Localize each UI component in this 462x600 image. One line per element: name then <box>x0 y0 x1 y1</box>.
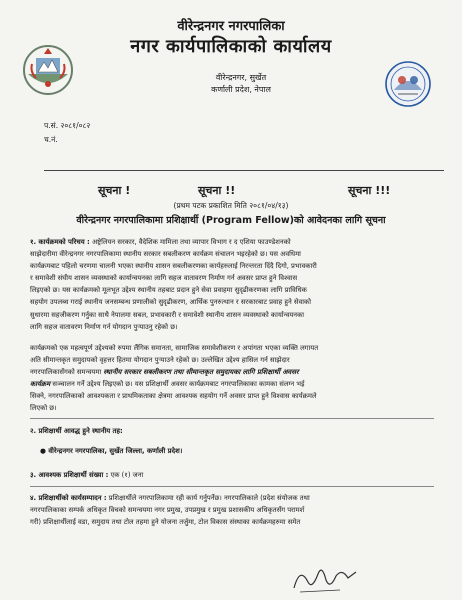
intro-line-6: सहयोग उपलब्ध गराई स्थानीय जनसम्बन्ध प्रणालीको सुदृढीकरण, आर्थिक पुनरुत्थान र सरकारबाट प्रवाह हुने सेवाको <box>30 298 312 307</box>
notice-word-1: सूचना ! <box>98 184 131 197</box>
objective-line-6: लिएको छ। <box>30 404 57 413</box>
objective-line-2: अति सीमान्तकृत समुदायको वृहत्तर हितमा योगदान पुऱ्याउने रहेको छ। उल्लेखित उद्देश्य हासिल गर्न साझेदार <box>30 356 290 365</box>
handwritten-signature <box>290 560 360 600</box>
fiscal-year-ref: प.सं. २०८१/०८२ <box>44 121 91 130</box>
address-province: कर्णाली प्रदेश, नेपाल <box>211 85 271 94</box>
intro-line-3: कार्यक्रमबाट पहिलो चरणमा चालनी भएका स्थानीय शासन सबलीकरणका कार्यहरुलाई निरन्तरता दिंदै दिगो, प्रभावकारी <box>30 262 317 271</box>
address-city: वीरेन्द्रनगर, सुर्खेत <box>215 73 267 82</box>
section-fellow-count: ३. आवश्यक प्रशिक्षार्थी संख्या : एक (१) जना <box>30 471 144 479</box>
performance-line-1: ४. प्रशिक्षार्थीको कार्यसम्पादन : प्रशिक्षार्थीले नगरपालिकामा रही कार्य गर्नुपर्नेछ। नगरपालिकाले (प्रदेश संयोजक तथा <box>30 494 310 502</box>
performance-line-3: गरी) प्रशिक्षार्थीलाई वडा, समुदाय तथा टोल तहमा हुने योजना तर्जुमा, टोल विकास संस्थाका कार्यक्रमहरुमा समेत <box>30 518 301 527</box>
notice-subject: वीरेन्द्रनगर नगरपालिकामा प्रशिक्षार्थी (Program Fellow)को आवेदनका लागि सूचना <box>76 215 386 226</box>
municipality-name: वीरेन्द्रनगर नगरपालिका <box>177 19 285 34</box>
objective-line-1: कार्यक्रमको एक महत्वपूर्ण उद्देश्यको रुपमा लैंगिक समानता, सामाजिक समावेशीकरण र अपांगता भएका व्यक्ति लगायत <box>30 344 319 352</box>
performance-line-2: नगरपालिकाका सम्पर्क अधिकृत विचको समन्वयमा नगर प्रमुख, उपप्रमुख र प्रमुख प्रशासकीय अधिकृतसँग परामर्श <box>30 506 305 515</box>
intro-line-2: साझेदारीमा वीरेन्द्रनगर नगरपालिकामा स्थानीय सरकार सबलीकरण कार्यक्रम संचालन भइरहेको छ। यस अवधिमा <box>30 250 301 259</box>
program-name: स्थानीय सरकार सबलीकरण तथा सीमान्तकृत समुदायका लागि प्रशिक्षार्थी अवसर <box>103 368 299 377</box>
objective-line-3: नगरपालिकासँगको समन्वयमा स्थानीय सरकार सबलीकरण तथा सीमान्तकृत समुदायका लागि प्रशिक्षार्थी अवसर <box>30 368 299 377</box>
notice-word-2: सूचना !! <box>198 184 236 197</box>
intro-line-4: र समावेशी संघीय शासन व्यवस्थाको कार्यान्वयनका लागि सहज वातावरण निर्माण गर्न अवसर प्राप्त हुने विश्वास <box>30 274 298 283</box>
published-date: (प्रथम पटक प्रकाशित मिति २०८१/०४/१३) <box>173 201 289 210</box>
intro-line-5: लिइएको छ। यस कार्यक्रमको मूलभूत उद्देश्य स्थानीय तहबाट प्रदान हुने सेवा प्रवाहमा सुदृढीकरणका लागि प्राविधिक <box>30 286 307 295</box>
section-heading: १. कार्यक्रमको परिचय : <box>30 238 90 246</box>
intro-line-1: १. कार्यक्रमको परिचय : अष्ट्रेलियन सरकार, वैदेशिक मामिला तथा व्यापार विभाग र द एशिया फाउण्डेशनको <box>30 238 291 246</box>
objective-line-4: कार्यक्रम सञ्चालन गर्ने उद्देश्य लिइएको छ। यस प्रशिक्षार्थी अवसर कार्यक्रमबाट नगरपालिकाका कामका संलग्न भई <box>30 380 305 389</box>
header-divider <box>44 170 444 171</box>
section-local-level-heading: २. प्रशिक्षार्थी आवद्ध हुने स्थानीय तह: <box>30 427 123 435</box>
intro-line-7: सुधारमा सहजीकरण गर्नुका साथै नेपालमा सबल, प्रभावकारी र समावेशी स्थानीय शासन व्यवस्थाको कार्यान्वयनका <box>30 310 305 319</box>
section-introduction <box>30 236 434 333</box>
notice-word-3: सूचना !!! <box>348 184 391 197</box>
section-objective <box>30 342 434 415</box>
section-divider-2 <box>30 486 434 487</box>
fellow-count-value: एक (१) जना <box>110 471 144 479</box>
intro-line-8: लागि सहज वातावरण निर्माण गर्न योगदान पुऱ्याउनु रहेको छ। <box>30 322 178 331</box>
dispatch-number: च.नं. <box>44 135 58 144</box>
office-title: नगर कार्यपालिकाको कार्यालय <box>130 36 332 57</box>
section-work-performance <box>30 492 434 528</box>
local-level-item: ● वीरेन्द्रनगर नगरपालिका, सुर्खेत जिल्ला, कर्णाली प्रदेश। <box>40 447 183 455</box>
bullet-icon: ● <box>40 447 46 455</box>
section-divider <box>30 418 434 419</box>
objective-line-5: सिक्ने, नगरपालिकाको आवश्यकता र प्राथमिकताका क्षेत्रमा आवश्यक सहयोग गर्ने अवसर प्राप्त हुने विश्वास कार्यक्रमले <box>30 392 317 401</box>
